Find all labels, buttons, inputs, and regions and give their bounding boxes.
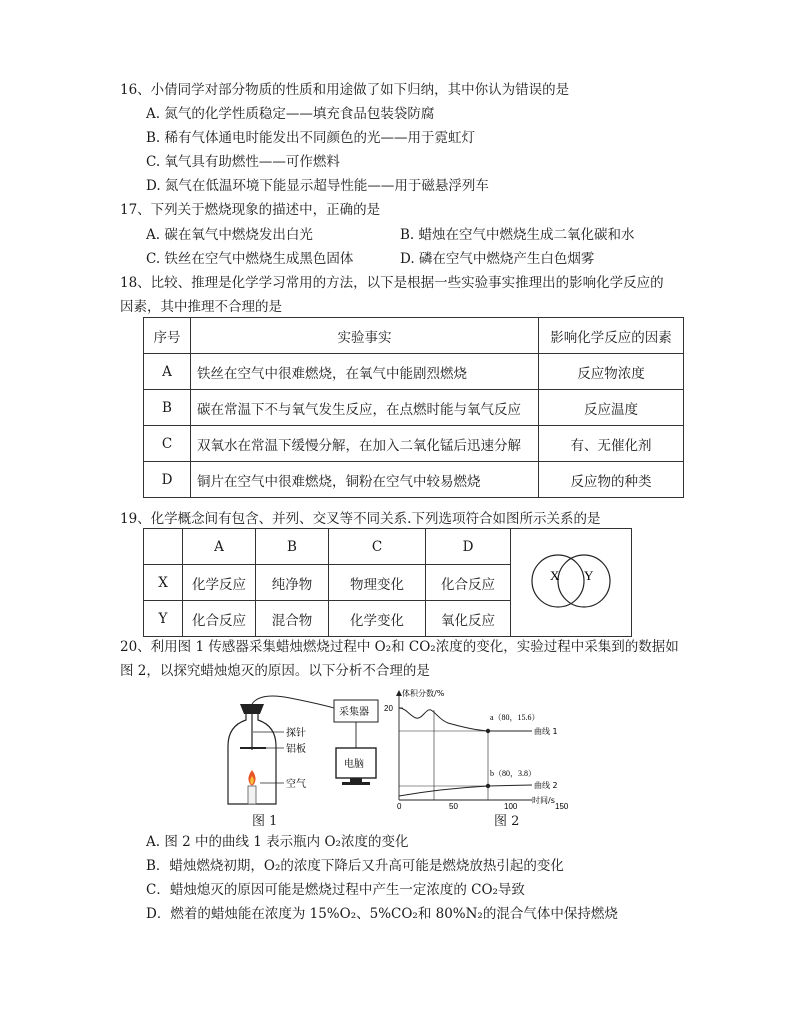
table-header-cell: 影响化学反应的因素 [539, 318, 684, 354]
table-cell: 物理变化 [329, 565, 426, 601]
q20-option-c: C．蜡烛熄灭的原因可能是燃烧过程中产生一定浓度的 CO₂导致 [146, 882, 525, 898]
label-computer: 电脑 [344, 759, 364, 770]
table-header-cell: B [256, 529, 329, 565]
table-cell: 铁丝在空气中很难燃烧，在氧气中能剧烈燃烧 [191, 354, 539, 390]
table-cell: 氧化反应 [426, 601, 511, 637]
table-cell: 纯净物 [256, 565, 329, 601]
q16-option-d: D. 氮气在低温环境下能显示超导性能——用于磁悬浮列车 [146, 178, 489, 194]
point-b [486, 784, 490, 788]
q16-option-a: A. 氮气的化学性质稳定——填充食品包装袋防腐 [146, 106, 435, 122]
table-header-row [144, 318, 684, 354]
q18-stem-line1: 18、比较、推理是化学学习常用的方法，以下是根据一些实验事实推理出的影响化学反应的 [120, 275, 664, 291]
point-a-label: a（80，15.6） [490, 713, 540, 722]
table-header-cell: 实验事实 [191, 318, 539, 354]
q19-stem: 19、化学概念间有包含、并列、交叉等不同关系.下列选项符合如图所示关系的是 [120, 511, 601, 527]
q20-stem-line1: 20、利用图 1 传感器采集蜡烛燃烧过程中 O₂和 CO₂浓度的变化，实验过程中采集到的数据如 [120, 639, 679, 655]
label-plate: 铝板 [286, 744, 306, 755]
q16-option-c: C. 氧气具有助燃性——可作燃料 [146, 154, 340, 170]
monitor-stand-icon [350, 778, 362, 782]
table-header-cell: A [183, 529, 256, 565]
q16-option-b: B. 稀有气体通电时能发出不同颜色的光——用于霓虹灯 [146, 130, 476, 146]
table-cell: 碳在常温下不与氧气发生反应，在点燃时能与氧气反应 [191, 390, 539, 426]
label-collector: 采集器 [339, 707, 369, 718]
table-header-cell [144, 529, 183, 565]
venn-diagram-cell [511, 529, 632, 637]
point-b-label: b（80，3.8） [490, 769, 536, 778]
label-air: 空气 [286, 779, 306, 790]
q18-stem-line2: 因素，其中推理不合理的是 [120, 299, 282, 315]
table-cell: 化学反应 [183, 565, 256, 601]
venn-label-y: Y [584, 567, 594, 583]
table-header-cell: C [329, 529, 426, 565]
table-cell: 化合反应 [183, 601, 256, 637]
candle-icon [248, 786, 256, 804]
x-tick-label: 150 [555, 802, 569, 811]
y-tick-label: 20 [384, 704, 393, 713]
table-cell: X [144, 565, 183, 601]
table-row [144, 354, 684, 390]
q20-stem-line2: 图 2，以探究蜡烛熄灭的原因。以下分析不合理的是 [120, 663, 430, 679]
q17-option-b: B. 蜡烛在空气中燃烧生成二氧化碳和水 [400, 227, 635, 243]
q20-option-a: A. 图 2 中的曲线 1 表示瓶内 O₂浓度的变化 [146, 834, 409, 850]
table-cell: 铜片在空气中很难燃烧，铜粉在空气中较易燃烧 [191, 462, 539, 498]
table-cell: D [144, 462, 191, 498]
q16-stem: 16、小倩同学对部分物质的性质和用途做了如下归纳，其中你认为错误的是 [120, 82, 570, 98]
q20-option-d: D．燃着的蜡烛能在浓度为 15%O₂、5%CO₂和 80%N₂的混合气体中保持燃烧 [146, 906, 618, 922]
q17-option-d: D. 磷在空气中燃烧产生白色烟雾 [400, 251, 595, 267]
table-row [144, 426, 684, 462]
point-a [486, 729, 490, 733]
table-cell: 反应物的种类 [539, 462, 684, 498]
table-cell: 有、无催化剂 [539, 426, 684, 462]
q17-option-a: A. 碳在氧气中燃烧发出白光 [146, 227, 313, 243]
table-cell: Y [144, 601, 183, 637]
table-cell: 混合物 [256, 601, 329, 637]
x-tick-label: 50 [449, 802, 458, 811]
x-axis-label: 时间/s [532, 796, 555, 805]
stopper-icon [240, 704, 264, 714]
table-cell: 反应物浓度 [539, 354, 684, 390]
x-tick-label: 0 [397, 802, 402, 811]
q20-option-b: B．蜡烛燃烧初期，O₂的浓度下降后又升高可能是燃烧放热引起的变化 [146, 858, 564, 874]
wire-line [252, 696, 334, 708]
label-probe: 探针 [286, 728, 306, 739]
q17-stem: 17、下列关于燃烧现象的描述中，正确的是 [120, 202, 381, 218]
figure-2-caption: 图 2 [494, 814, 520, 829]
q19-table [143, 528, 632, 637]
table-cell: A [144, 354, 191, 390]
figure-1-apparatus [220, 690, 395, 815]
table-cell: 化合反应 [426, 565, 511, 601]
curve-2-label: 曲线 2 [534, 781, 558, 790]
figure-1-caption: 图 1 [252, 814, 278, 829]
x-tick-label: 100 [504, 802, 518, 811]
table-cell: 反应温度 [539, 390, 684, 426]
table-row [144, 462, 684, 498]
table-header-cell: D [426, 529, 511, 565]
table-row [144, 390, 684, 426]
q17-option-c: C. 铁丝在空气中燃烧生成黑色固体 [146, 251, 354, 267]
table-header-cell: 序号 [144, 318, 191, 354]
curve-1-label: 曲线 1 [534, 727, 558, 736]
table-cell: B [144, 390, 191, 426]
table-cell: 双氧水在常温下缓慢分解，在加入二氧化锰后迅速分解 [191, 426, 539, 462]
q18-table [143, 317, 684, 498]
venn-diagram [516, 536, 626, 626]
venn-label-x: X [550, 567, 560, 583]
curve-2-line [399, 785, 532, 796]
table-header-row [144, 529, 632, 565]
monitor-base-icon [342, 782, 370, 785]
figure-2-chart [382, 688, 592, 814]
table-cell: 化学变化 [329, 601, 426, 637]
y-axis-label: 体积分数/% [402, 689, 445, 698]
table-cell: C [144, 426, 191, 462]
